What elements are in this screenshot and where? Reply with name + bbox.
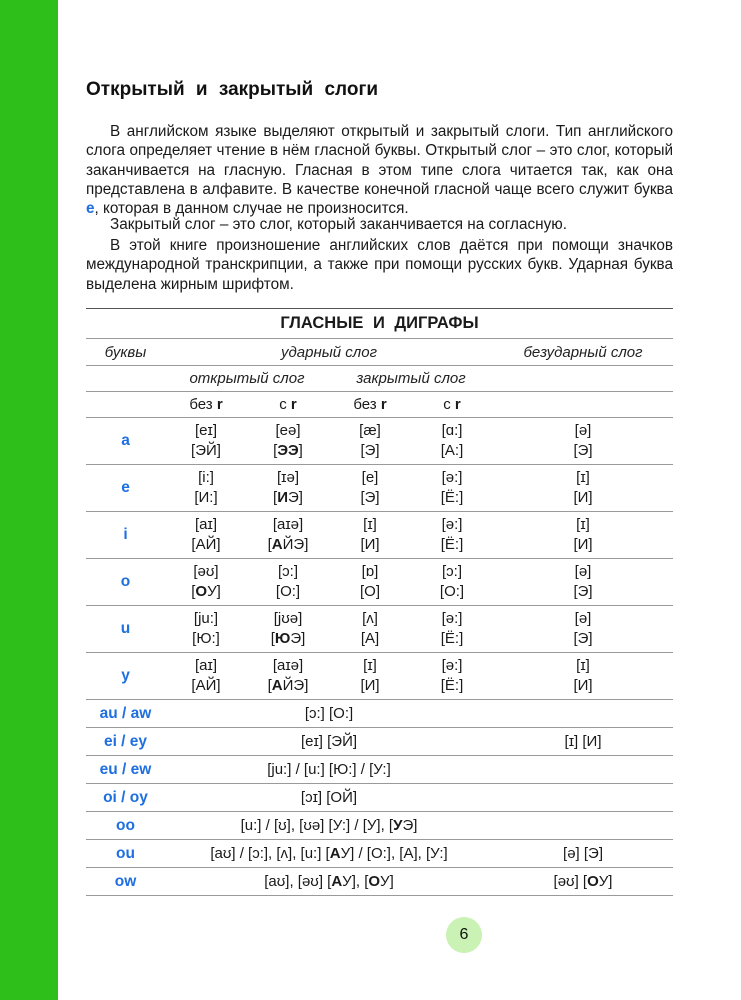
digraph-stressed: [aʊ] / [ɔ:], [ʌ], [u:] [АУ] / [О:], [А], [У:] (165, 840, 493, 868)
digraph-unstressed (493, 784, 673, 812)
transcription-cell (411, 559, 493, 606)
transcription-cell (329, 653, 411, 700)
russian-transcription: [Э] (573, 583, 593, 600)
ipa-transcription: [aɪ] (194, 516, 218, 533)
vowel-row (86, 465, 673, 512)
transcription-cell (493, 465, 673, 512)
ipa-transcription: [ə:] (441, 516, 463, 533)
ipa-transcription: [ə] (574, 610, 592, 627)
col-header-closed-syllable: закрытый слог (329, 366, 493, 392)
digraph-stressed: [aʊ], [əʊ] [АУ], [ОУ] (165, 868, 493, 896)
russian-transcription: [Э] (573, 442, 593, 459)
ipa-transcription: [aɪə] (272, 657, 304, 674)
transcription-cell (493, 418, 673, 465)
russian-transcription: [ЭЭ] (273, 442, 303, 459)
transcription-cell (165, 418, 247, 465)
russian-transcription: [Э] (573, 630, 593, 647)
ipa-transcription: [ɒ] (361, 563, 379, 580)
paragraph-closed-syllable: Закрытый слог – это слог, который заканчивается на согласную. (110, 216, 567, 233)
russian-transcription: [Ю:] (192, 630, 220, 647)
ipa-transcription: [ju:] (193, 610, 219, 627)
russian-transcription: [О] (359, 583, 380, 600)
ipa-transcription: [ə] (574, 563, 592, 580)
vowel-row (86, 606, 673, 653)
vowel-letter: a (86, 418, 165, 465)
digraph-unstressed (493, 812, 673, 840)
digraph-unstressed: [əʊ] [ОУ] (493, 868, 673, 896)
russian-transcription: [АЙЭ] (267, 677, 309, 694)
vowel-letter: y (86, 653, 165, 700)
vowel-row (86, 512, 673, 559)
russian-transcription: [ЮЭ] (270, 630, 306, 647)
digraph-row (86, 840, 673, 868)
russian-transcription: [И] (360, 536, 380, 553)
green-side-bar (0, 0, 58, 1000)
digraph-stressed: [eɪ] [ЭЙ] (165, 728, 493, 756)
russian-transcription: [Ё:] (440, 536, 464, 553)
ipa-transcription: [jʊə] (273, 610, 303, 627)
ipa-transcription: [eə] (275, 422, 301, 439)
vowel-row (86, 418, 673, 465)
digraph-row (86, 868, 673, 896)
digraph-unstressed (493, 700, 673, 728)
transcription-cell (329, 606, 411, 653)
ipa-transcription: [aɪə] (272, 516, 304, 533)
col-header-with-r: с r (247, 392, 329, 418)
transcription-cell (329, 512, 411, 559)
col-header-stressed: ударный слог (165, 339, 493, 366)
highlighted-letter-e: e (86, 200, 95, 218)
ipa-transcription: [eɪ] (194, 422, 218, 439)
ipa-transcription: [ɪ] (576, 657, 590, 674)
russian-transcription: [И] (360, 677, 380, 694)
digraph-stressed: [ju:] / [u:] [Ю:] / [У:] (165, 756, 493, 784)
transcription-cell (247, 465, 329, 512)
ipa-transcription: [ɔ:] (441, 563, 462, 580)
ipa-transcription: [ə:] (441, 610, 463, 627)
ipa-transcription: [ɪ] (576, 516, 590, 533)
ipa-transcription: [ɪə] (276, 469, 300, 486)
digraph-letters: oi / oy (86, 784, 165, 812)
ipa-transcription: [ɪ] (363, 516, 377, 533)
vowels-digraphs-table (86, 308, 673, 896)
vowel-letter: u (86, 606, 165, 653)
russian-transcription: [И] (573, 489, 593, 506)
ipa-transcription: [e] (361, 469, 379, 486)
col-header-letters: буквы (86, 339, 165, 366)
paragraph-transcription-note: В этой книге произношение английских слов даётся при помощи значков международной транскрипции, а также при помощи русских букв. Ударная буква выделена жирным шрифтом. (86, 237, 673, 293)
table-title: ГЛАСНЫЕ И ДИГРАФЫ (86, 309, 673, 339)
russian-transcription: [О:] (275, 583, 301, 600)
transcription-cell (329, 559, 411, 606)
transcription-cell (493, 559, 673, 606)
transcription-cell (411, 512, 493, 559)
transcription-cell (411, 606, 493, 653)
russian-transcription: [И] (573, 677, 593, 694)
russian-transcription: [Э] (360, 442, 380, 459)
transcription-cell (493, 606, 673, 653)
transcription-cell (247, 606, 329, 653)
transcription-cell (329, 418, 411, 465)
ipa-transcription: [ɪ] (576, 469, 590, 486)
russian-transcription: [А:] (440, 442, 464, 459)
digraph-letters: au / aw (86, 700, 165, 728)
russian-transcription: [Э] (360, 489, 380, 506)
digraph-letters: ou (86, 840, 165, 868)
russian-transcription: [ИЭ] (273, 489, 303, 506)
digraph-letters: ow (86, 868, 165, 896)
digraph-stressed: [u:] / [ʊ], [ʊə] [У:] / [У], [УЭ] (165, 812, 493, 840)
russian-transcription: [О:] (439, 583, 465, 600)
ipa-transcription: [əʊ] (193, 563, 219, 580)
transcription-cell (165, 653, 247, 700)
ipa-transcription: [ʌ] (362, 610, 378, 627)
ipa-transcription: [ɑ:] (441, 422, 463, 439)
russian-transcription: [ЭЙ] (191, 442, 221, 459)
ipa-transcription: [aɪ] (194, 657, 218, 674)
transcription-cell (493, 653, 673, 700)
russian-transcription: [ОУ] (191, 583, 221, 600)
russian-transcription: [АЙЭ] (267, 536, 309, 553)
transcription-cell (247, 559, 329, 606)
transcription-cell (411, 653, 493, 700)
col-header-without-r: без r (329, 392, 411, 418)
transcription-cell (165, 559, 247, 606)
col-header-unstressed: безударный слог (493, 339, 673, 366)
russian-transcription: [Ё:] (440, 489, 464, 506)
vowel-row (86, 559, 673, 606)
vowel-letter: i (86, 512, 165, 559)
col-header-without-r: без r (165, 392, 247, 418)
vowel-letter: o (86, 559, 165, 606)
ipa-transcription: [ə:] (441, 469, 463, 486)
digraph-row (86, 812, 673, 840)
digraph-letters: ei / ey (86, 728, 165, 756)
russian-transcription: [И] (573, 536, 593, 553)
russian-transcription: [АЙ] (191, 536, 221, 553)
russian-transcription: [АЙ] (191, 677, 221, 694)
ipa-transcription: [ə] (574, 422, 592, 439)
digraph-unstressed: [ə] [Э] (493, 840, 673, 868)
col-header-open-syllable: открытый слог (165, 366, 329, 392)
ipa-transcription: [ə:] (441, 657, 463, 674)
transcription-cell (247, 653, 329, 700)
col-header-with-r: с r (411, 392, 493, 418)
vowel-row (86, 653, 673, 700)
russian-transcription: [Ё:] (440, 677, 464, 694)
digraph-row (86, 784, 673, 812)
paragraph-open-syllable: В английском языке выделяют открытый и закрытый слоги. Тип английского слога определяет чтение в нём гласной буквы. Открытый слог – это слог, который заканчивается на гласную. Гласная в этом типе слога читается так, как она представлена в алфавите. В качестве конечной гласной чаще всего служит буква e, которая в данном случае не произносится. (86, 123, 673, 218)
digraph-row (86, 700, 673, 728)
transcription-cell (329, 465, 411, 512)
vowel-letter: e (86, 465, 165, 512)
digraph-letters: oo (86, 812, 165, 840)
ipa-transcription: [i:] (198, 469, 214, 486)
section-title: Открытый и закрытый слоги (86, 79, 379, 100)
digraph-stressed: [ɔ:] [О:] (165, 700, 493, 728)
transcription-cell (165, 606, 247, 653)
digraph-row (86, 728, 673, 756)
digraph-row (86, 756, 673, 784)
ipa-transcription: [ɪ] (363, 657, 377, 674)
digraph-stressed: [ɔɪ] [ОЙ] (165, 784, 493, 812)
page-number: 6 (446, 917, 482, 953)
transcription-cell (247, 512, 329, 559)
ipa-transcription: [æ] (359, 422, 381, 439)
digraph-unstressed: [ɪ] [И] (493, 728, 673, 756)
russian-transcription: [А] (360, 630, 380, 647)
transcription-cell (165, 465, 247, 512)
russian-transcription: [Ё:] (440, 630, 464, 647)
transcription-cell (165, 512, 247, 559)
digraph-unstressed (493, 756, 673, 784)
transcription-cell (411, 418, 493, 465)
transcription-cell (411, 465, 493, 512)
transcription-cell (247, 418, 329, 465)
digraph-letters: eu / ew (86, 756, 165, 784)
russian-transcription: [И:] (194, 489, 218, 506)
transcription-cell (493, 512, 673, 559)
ipa-transcription: [ɔ:] (277, 563, 298, 580)
